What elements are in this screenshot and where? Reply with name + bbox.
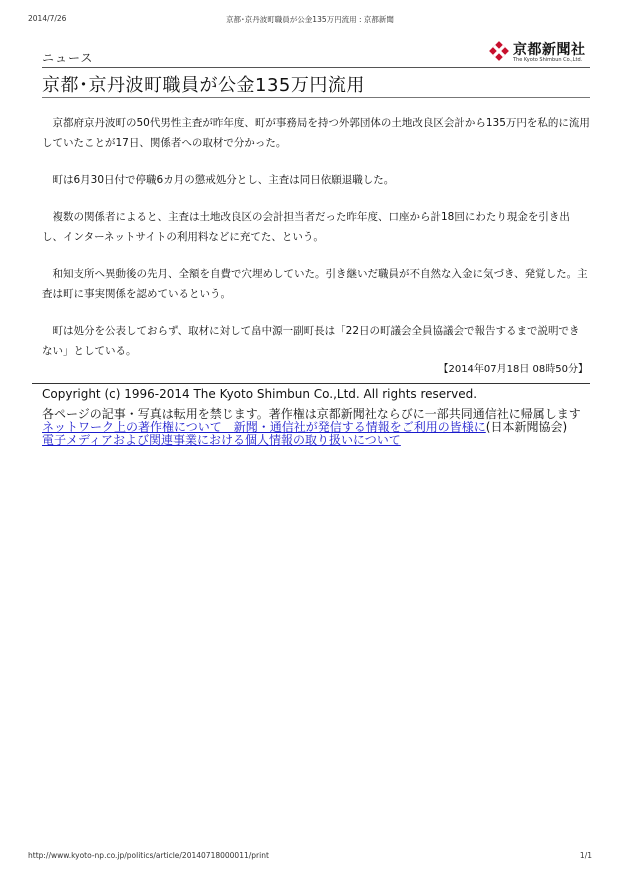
section-label: ニュース [42,51,94,65]
logo-subtitle: The Kyoto Shimbun Co.,Ltd. [513,57,583,63]
rights-notice: 各ページの記事・写真は転用を禁じます。著作権は京都新聞社ならびに一部共同通信社に帰属します [42,407,581,421]
print-header [28,14,592,26]
print-url: http://www.kyoto-np.co.jp/politics/article/20140718000011/print [28,851,269,860]
article-paragraph: 和知支所へ異動後の先月、全額を自費で穴埋めしていた。引き継いだ職員が不自然な入金に気づき、発覚した。主査は町に事実関係を認めているという。 [42,268,588,300]
footer-divider [32,383,590,384]
page-footer [42,388,590,447]
article-paragraph: 町は6月30日付で停職6カ月の懲戒処分とし、主査は同日依願退職した。 [52,174,395,186]
print-page-number: 1/1 [579,851,592,860]
logo-name: 京都新聞社 [513,42,586,58]
headline-divider [42,97,590,98]
copyright-info-link[interactable]: ネットワーク上の著作権について 新聞・通信社が発信する情報をご利用の皆様に [42,420,486,434]
article-headline: 京都･京丹波町職員が公金135万円流用 [42,75,365,96]
kyoto-shimbun-logo-icon [488,40,510,62]
site-logo[interactable] [488,38,588,68]
article-paragraph: 京都府京丹波町の50代男性主査が昨年度、町が事務局を持つ外郭団体の土地改良区会計から135万円を私的に流用していたことが17日、関係者への取材で分かった。 [42,117,590,149]
print-date: 2014/7/26 [28,14,67,23]
privacy-link-line [42,434,590,447]
article-paragraph: 町は処分を公表しておらず、取材に対して畠中源一副町長は「22日の町議会全員協議会で報告するまで説明できない」としている。 [42,325,580,357]
header-divider [42,67,590,68]
article-paragraph: 複数の関係者によると、主査は土地改良区の会計担当者だった昨年度、口座から計18回にわたり現金を引き出し、インターネットサイトの利用料などに充てた、という。 [42,211,570,243]
copyright-notice: Copyright (c) 1996-2014 The Kyoto Shimbun Co.,Ltd. All rights reserved. [42,387,478,401]
print-doc-title: 京都･京丹波町職員が公金135万円流用 : 京都新聞 [226,15,394,24]
copyright-link-suffix: (日本新聞協会) [485,420,568,434]
privacy-policy-link[interactable]: 電子メディアおよび関連事業における個人情報の取り扱いについて [42,433,401,447]
article-dateline: 【2014年07月18日 08時50分】 [438,364,588,375]
print-footer [28,851,592,863]
article-body [42,113,590,378]
